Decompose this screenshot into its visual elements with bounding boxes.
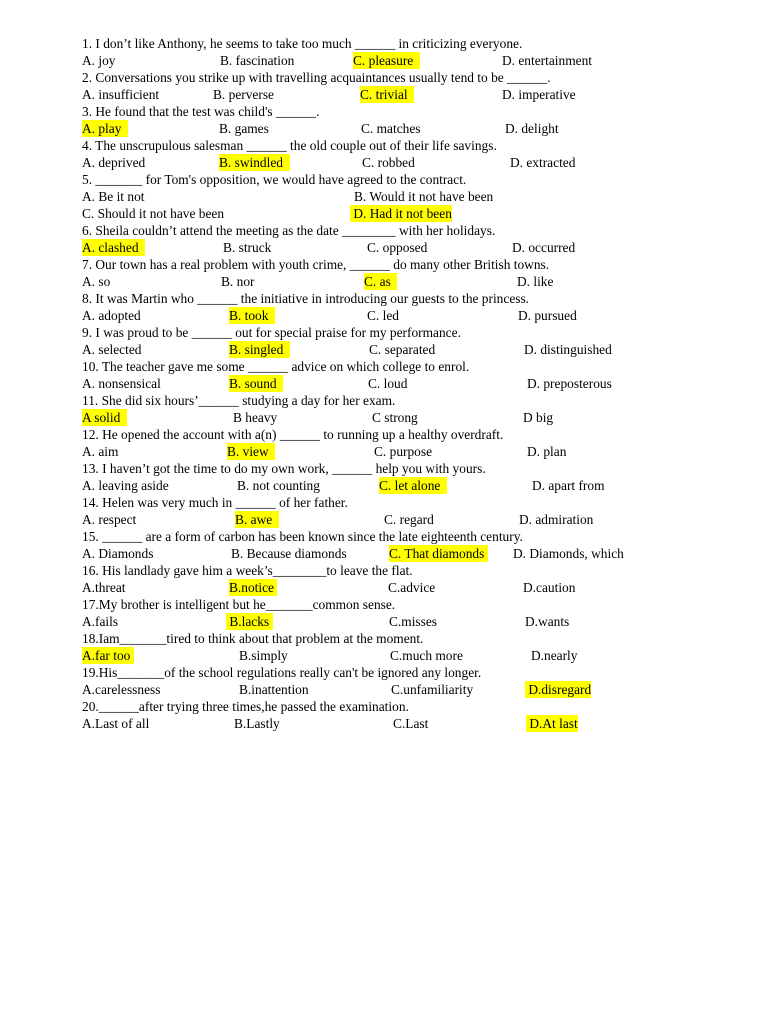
answer-option-correct: B. took [229, 308, 276, 323]
question-text: 6. Sheila couldn’t attend the meeting as the date ________ with her holidays. [82, 223, 496, 238]
question-text: 10. The teacher gave me some ______ advice on which college to enrol. [82, 359, 470, 374]
answer-option: B. games [219, 121, 269, 136]
question-text: 2. Conversations you strike up with travelling acquaintances usually tend to be ______. [82, 70, 551, 85]
answer-option: B.simply [239, 648, 288, 663]
answer-option: C strong [372, 410, 418, 425]
answer-option: A. insufficient [82, 87, 160, 102]
answer-option: D. entertainment [502, 53, 592, 68]
answer-option: D.caution [523, 580, 576, 595]
answer-option: D. pursued [518, 308, 577, 323]
question-text: 1. I don’t like Anthony, he seems to take too much ______ in criticizing everyone. [82, 36, 523, 51]
answer-option-correct: B.lacks [226, 614, 273, 629]
answer-option-correct: A. play [82, 121, 129, 136]
question-text: 15. ______ are a form of carbon has been known since the late eighteenth century. [82, 529, 523, 544]
answer-option: C. matches [361, 121, 421, 136]
answer-option: B. perverse [213, 87, 274, 102]
question-text: 18.Iam_______tired to think about that problem at the moment. [82, 631, 424, 646]
answer-option: D. extracted [510, 155, 576, 170]
answer-option: D. distinguished [524, 342, 612, 357]
answer-option: D. admiration [519, 512, 594, 527]
answer-option: D big [523, 410, 554, 425]
answer-option-correct: B. awe [235, 512, 279, 527]
answer-option: D.wants [525, 614, 570, 629]
answer-option-correct: C. let alone [379, 478, 448, 493]
answer-option: A. Diamonds [82, 546, 154, 561]
answer-option: D. delight [505, 121, 559, 136]
answer-option: A.Last of all [82, 716, 150, 731]
answer-option: B. Would it not have been [354, 189, 494, 204]
answer-option: B heavy [233, 410, 278, 425]
answer-option: C. purpose [374, 444, 433, 459]
question-text: 3. He found that the test was child's ______. [82, 104, 320, 119]
answer-option-correct: B.notice [229, 580, 278, 595]
question-text: 9. I was proud to be ______ out for special praise for my performance. [82, 325, 461, 340]
answer-option: A. adopted [82, 308, 141, 323]
answer-option: A. respect [82, 512, 137, 527]
answer-option: B. struck [223, 240, 272, 255]
answer-option-correct: A solid [82, 410, 128, 425]
question-text: 11. She did six hours’______ studying a day for her exam. [82, 393, 396, 408]
question-text: 17.My brother is intelligent but he_______common sense. [82, 597, 396, 612]
answer-option: C.misses [389, 614, 437, 629]
answer-option-correct: C. as [364, 274, 398, 289]
answer-option: C.Last [393, 716, 429, 731]
answer-option: A.carelessness [82, 682, 161, 697]
answer-option-correct: D.At last [526, 716, 578, 731]
answer-option: A. joy [82, 53, 116, 68]
answer-option-correct: B. singled [229, 342, 291, 357]
question-text: 7. Our town has a real problem with youth crime, ______ do many other British towns. [82, 257, 550, 272]
question-text: 4. The unscrupulous salesman ______ the old couple out of their life savings. [82, 138, 497, 153]
answer-option-correct: C. That diamonds [389, 546, 488, 561]
answer-option: A. deprived [82, 155, 146, 170]
answer-option-correct: D. Had it not been [350, 206, 452, 221]
answer-option: B. not counting [237, 478, 320, 493]
answer-option: B. nor [221, 274, 255, 289]
answer-option-correct: C. trivial [360, 87, 415, 102]
answer-option: C. loud [368, 376, 408, 391]
answer-option: C. Should it not have been [82, 206, 225, 221]
answer-option: B.Lastly [234, 716, 280, 731]
answer-option: C. separated [369, 342, 436, 357]
answer-option: C.unfamiliarity [391, 682, 474, 697]
answer-option: A. leaving aside [82, 478, 169, 493]
answer-option: A. so [82, 274, 111, 289]
answer-option: B. Because diamonds [231, 546, 347, 561]
answer-option: D.nearly [531, 648, 578, 663]
answer-option: C. regard [384, 512, 434, 527]
question-text: 20.______after trying three times,he passed the examination. [82, 699, 409, 714]
question-text: 16. His landlady gave him a week’s________to leave the flat. [82, 563, 413, 578]
answer-option: B. fascination [220, 53, 295, 68]
answer-option: C. opposed [367, 240, 428, 255]
question-text: 8. It was Martin who ______ the initiative in introducing our guests to the princess. [82, 291, 530, 306]
question-text: 14. Helen was very much in ______ of her father. [82, 495, 348, 510]
answer-option-correct: A. clashed [82, 240, 146, 255]
answer-option: D. occurred [512, 240, 576, 255]
answer-option-correct: D.disregard [525, 682, 592, 697]
answer-option: D. plan [527, 444, 567, 459]
answer-option: D. preposterous [527, 376, 612, 391]
answer-option-correct: C. pleasure [353, 53, 420, 68]
answer-option: A.threat [82, 580, 126, 595]
answer-option: A. Be it not [82, 189, 145, 204]
question-text: 13. I haven’t got the time to do my own work, ______ help you with yours. [82, 461, 486, 476]
answer-option-correct: A.far too [82, 648, 134, 663]
answer-option: B.inattention [239, 682, 309, 697]
answer-option: A. selected [82, 342, 142, 357]
answer-option: D. apart from [532, 478, 605, 493]
answer-option-correct: B. sound [229, 376, 284, 391]
answer-option: D. imperative [502, 87, 576, 102]
answer-option: D. Diamonds, which [513, 546, 624, 561]
answer-option: C.advice [388, 580, 436, 595]
answer-option: A.fails [82, 614, 119, 629]
answer-option-correct: B. swindled [219, 155, 290, 170]
answer-option: C. robbed [362, 155, 415, 170]
question-text: 12. He opened the account with a(n) ______ to running up a healthy overdraft. [82, 427, 504, 442]
question-text: 5. _______ for Tom's opposition, we would have agreed to the contract. [82, 172, 467, 187]
answer-option: C. led [367, 308, 399, 323]
answer-option: A. nonsensical [82, 376, 161, 391]
answer-option: D. like [517, 274, 554, 289]
question-text: 19.His_______of the school regulations really can't be ignored any longer. [82, 665, 482, 680]
answer-option: C.much more [390, 648, 463, 663]
answer-option-correct: B. view [227, 444, 276, 459]
answer-option: A. aim [82, 444, 119, 459]
